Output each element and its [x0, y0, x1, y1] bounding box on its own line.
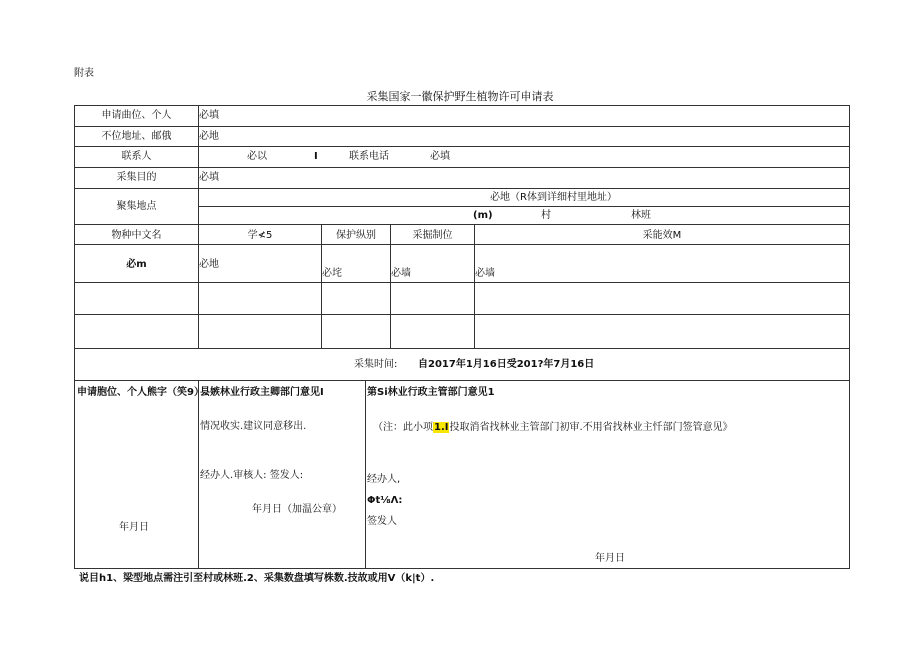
county-opinion-title: 县嫉林业行政主卿部门意见I — [200, 387, 324, 398]
header-scientific-name: 学≮5 — [247, 230, 273, 241]
row-line — [75, 188, 849, 189]
row-line — [75, 244, 849, 245]
collection-time-label: 采集时间: — [354, 359, 398, 370]
footer-note: 说目h1、梁型地点需注引至村或林班.2、采集数盘填写株数.技故或用V（k|t）. — [79, 573, 435, 584]
contact-label: 联系人 — [121, 151, 152, 162]
col-line — [321, 224, 322, 348]
col-line — [390, 224, 391, 348]
row-line — [75, 380, 849, 381]
col-line — [365, 380, 366, 569]
application-form — [74, 105, 850, 569]
applicant-field[interactable]: 必填 — [199, 110, 219, 121]
col-line — [474, 224, 475, 348]
purpose-field[interactable]: 必填 — [199, 172, 219, 183]
scientific-name-cell[interactable]: 必地 — [199, 259, 219, 270]
row-line — [198, 206, 849, 207]
phone-field[interactable]: 必填 — [430, 151, 450, 162]
contact-field[interactable]: 必以 — [247, 151, 267, 162]
province-note-end: 投取消省找林业主管部门初审.不用省找林业主忏部门签管意见》 — [449, 422, 733, 433]
location-field[interactable]: 必地（R体到详细村里地址） — [490, 192, 617, 203]
row-line — [75, 282, 849, 283]
applicant-signature-date: 年月日 — [119, 522, 149, 533]
address-label: 不位地址、邮俄 — [101, 131, 172, 142]
applicant-signature-label: 申请胞位、个人熊字（笑9）. — [77, 387, 208, 398]
phone-label: 联系电话 — [349, 151, 389, 162]
protection-level-cell[interactable]: 必垞 — [322, 268, 342, 279]
species-name-cell[interactable]: 必m — [126, 259, 147, 270]
collection-time-value[interactable]: 自2017年1月16日受201?年7月16日 — [418, 359, 595, 370]
row-line — [75, 167, 849, 168]
purpose-label: 采集目的 — [116, 172, 157, 183]
county-date-seal: 年月日（加温公章） — [252, 504, 342, 515]
province-signer: 签发人 — [367, 516, 397, 527]
county-opinion-text[interactable]: 情况收实.建议同意移出. — [200, 421, 307, 432]
applicant-label: 申请曲位、个人 — [101, 110, 172, 121]
contact-separator: I — [314, 151, 318, 162]
location-village: 村 — [541, 210, 551, 221]
row-line — [75, 146, 849, 147]
location-forest-block: 林班 — [631, 210, 651, 221]
address-field[interactable]: 必地 — [199, 131, 219, 142]
header-species-name: 物种中文名 — [111, 230, 162, 241]
attachment-label: 附表 — [74, 68, 94, 79]
province-handler: 经办人, — [367, 474, 401, 485]
header-protection-level: 保护纵别 — [336, 230, 376, 241]
county-handler-line: 经办人.审核人: 签发人: — [200, 470, 304, 481]
form-title: 采集国家一徽保护野生植物许可申请表 — [366, 90, 554, 103]
row-line — [75, 348, 849, 349]
header-collection-quantity: 采能效M — [642, 230, 682, 241]
header-collection-unit: 采掘制位 — [412, 230, 453, 241]
province-date: 年月日 — [595, 553, 625, 564]
collection-unit-cell[interactable]: 必墙 — [391, 268, 411, 279]
row-line — [75, 224, 849, 225]
province-note-start: （注：此小项 — [373, 422, 433, 433]
collection-quantity-cell[interactable]: 必墙 — [475, 268, 495, 279]
row-line — [75, 314, 849, 315]
province-opinion-title: 第Si林业行政主管部门意见1 — [367, 387, 495, 398]
location-label: 聚集地点 — [116, 201, 157, 212]
col-line — [198, 380, 199, 569]
location-county: (m) — [473, 210, 493, 221]
province-reviewer: Φt⅛Λ: — [367, 495, 403, 506]
row-line — [75, 126, 849, 127]
province-note-highlight: 1.I — [434, 422, 449, 433]
province-note — [373, 422, 733, 434]
